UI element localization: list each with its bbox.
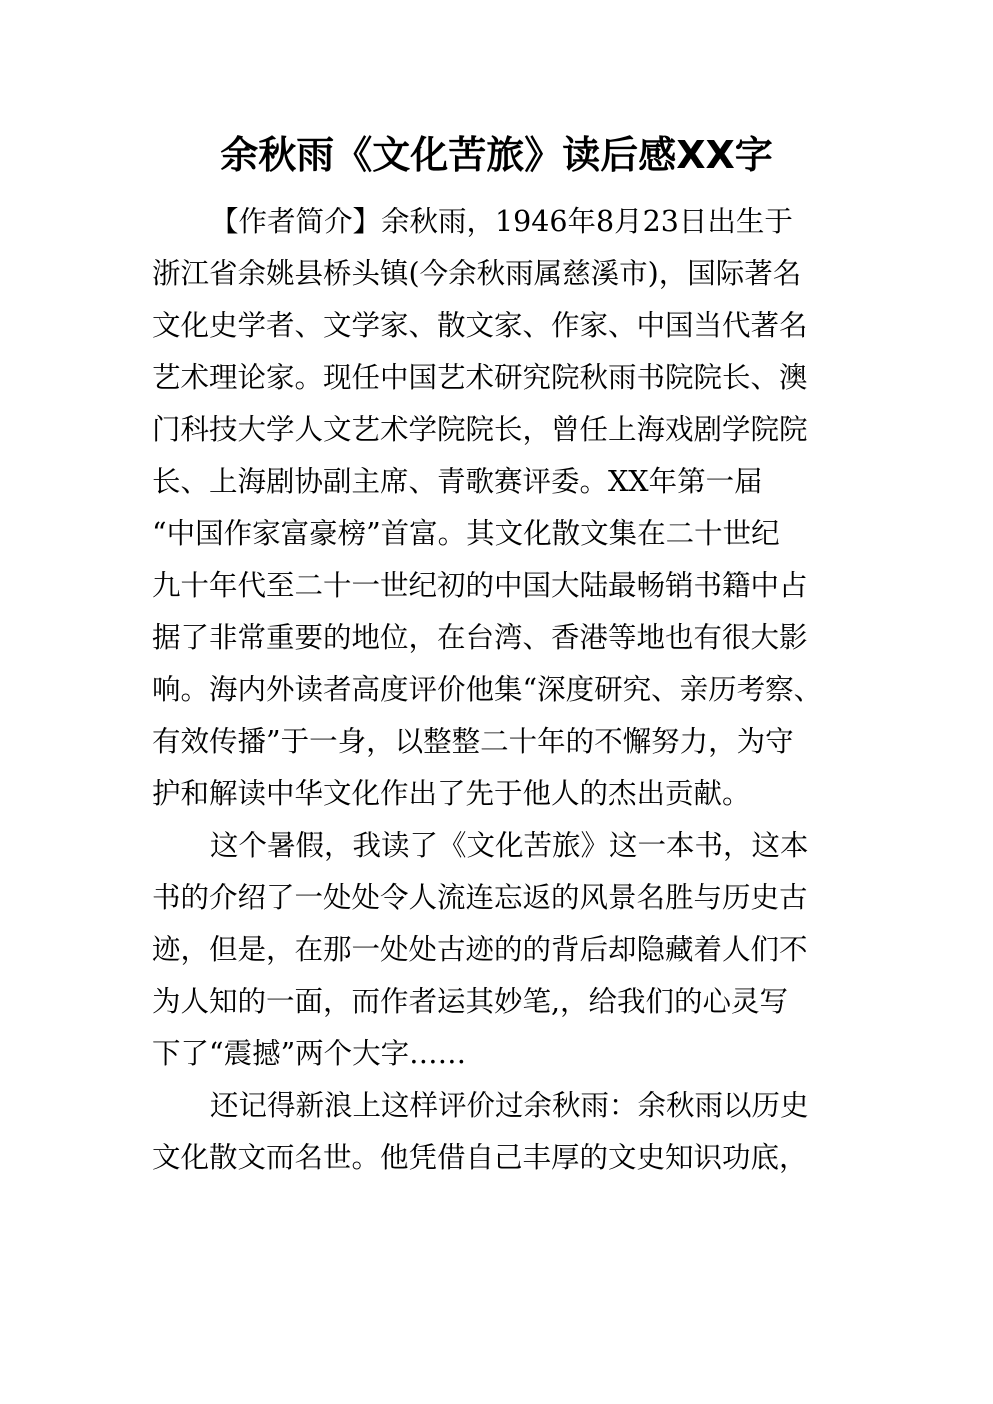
text-line: 【作者简介】余秋雨，1946年8月23日出生于 bbox=[210, 205, 793, 238]
text-line: 文化散文而名世。他凭借自己丰厚的文史知识功底， bbox=[152, 1141, 808, 1174]
text-line: “中国作家富豪榜”首富。其文化散文集在二十世纪 bbox=[152, 517, 780, 550]
document-title: 余秋雨《文化苦旅》读后感XX字 bbox=[220, 133, 773, 177]
text-line: 还记得新浪上这样评价过余秋雨：余秋雨以历史 bbox=[210, 1089, 809, 1122]
text-line: 九十年代至二十一世纪初的中国大陆最畅销书籍中占 bbox=[152, 569, 808, 602]
paragraph-sina-review bbox=[152, 1080, 852, 1184]
text-line: 艺术理论家。现任中国艺术研究院秋雨书院院长、澳 bbox=[152, 361, 808, 394]
text-line: 响。海内外读者高度评价他集“深度研究、亲历考察、 bbox=[152, 673, 823, 706]
text-line: 浙江省余姚县桥头镇(今余秋雨属慈溪市)，国际著名 bbox=[152, 257, 802, 290]
text-line: 文化史学者、文学家、散文家、作家、中国当代著名 bbox=[152, 309, 808, 342]
text-line: 据了非常重要的地位，在台湾、香港等地也有很大影 bbox=[152, 621, 808, 654]
text-line: 迹，但是，在那一处处古迹的的背后却隐藏着人们不 bbox=[152, 933, 808, 966]
text-line: 书的介绍了一处处令人流连忘返的风景名胜与历史古 bbox=[152, 881, 808, 914]
text-line: 下了“震撼”两个大字…… bbox=[152, 1037, 467, 1070]
document-body bbox=[152, 196, 852, 1184]
paragraph-author-intro bbox=[152, 196, 852, 820]
text-line: 这个暑假，我读了《文化苦旅》这一本书，这本 bbox=[210, 829, 809, 862]
text-line: 为人知的一面，而作者运其妙笔,，给我们的心灵写 bbox=[152, 985, 789, 1018]
text-line: 门科技大学人文艺术学院院长，曾任上海戏剧学院院 bbox=[152, 413, 808, 446]
text-line: 护和解读中华文化作出了先于他人的杰出贡献。 bbox=[152, 777, 751, 810]
paragraph-summer-reading bbox=[152, 820, 852, 1080]
text-line: 长、上海剧协副主席、青歌赛评委。XX年第一届 bbox=[152, 465, 763, 498]
text-line: 有效传播”于一身，以整整二十年的不懈努力，为守 bbox=[152, 725, 794, 758]
